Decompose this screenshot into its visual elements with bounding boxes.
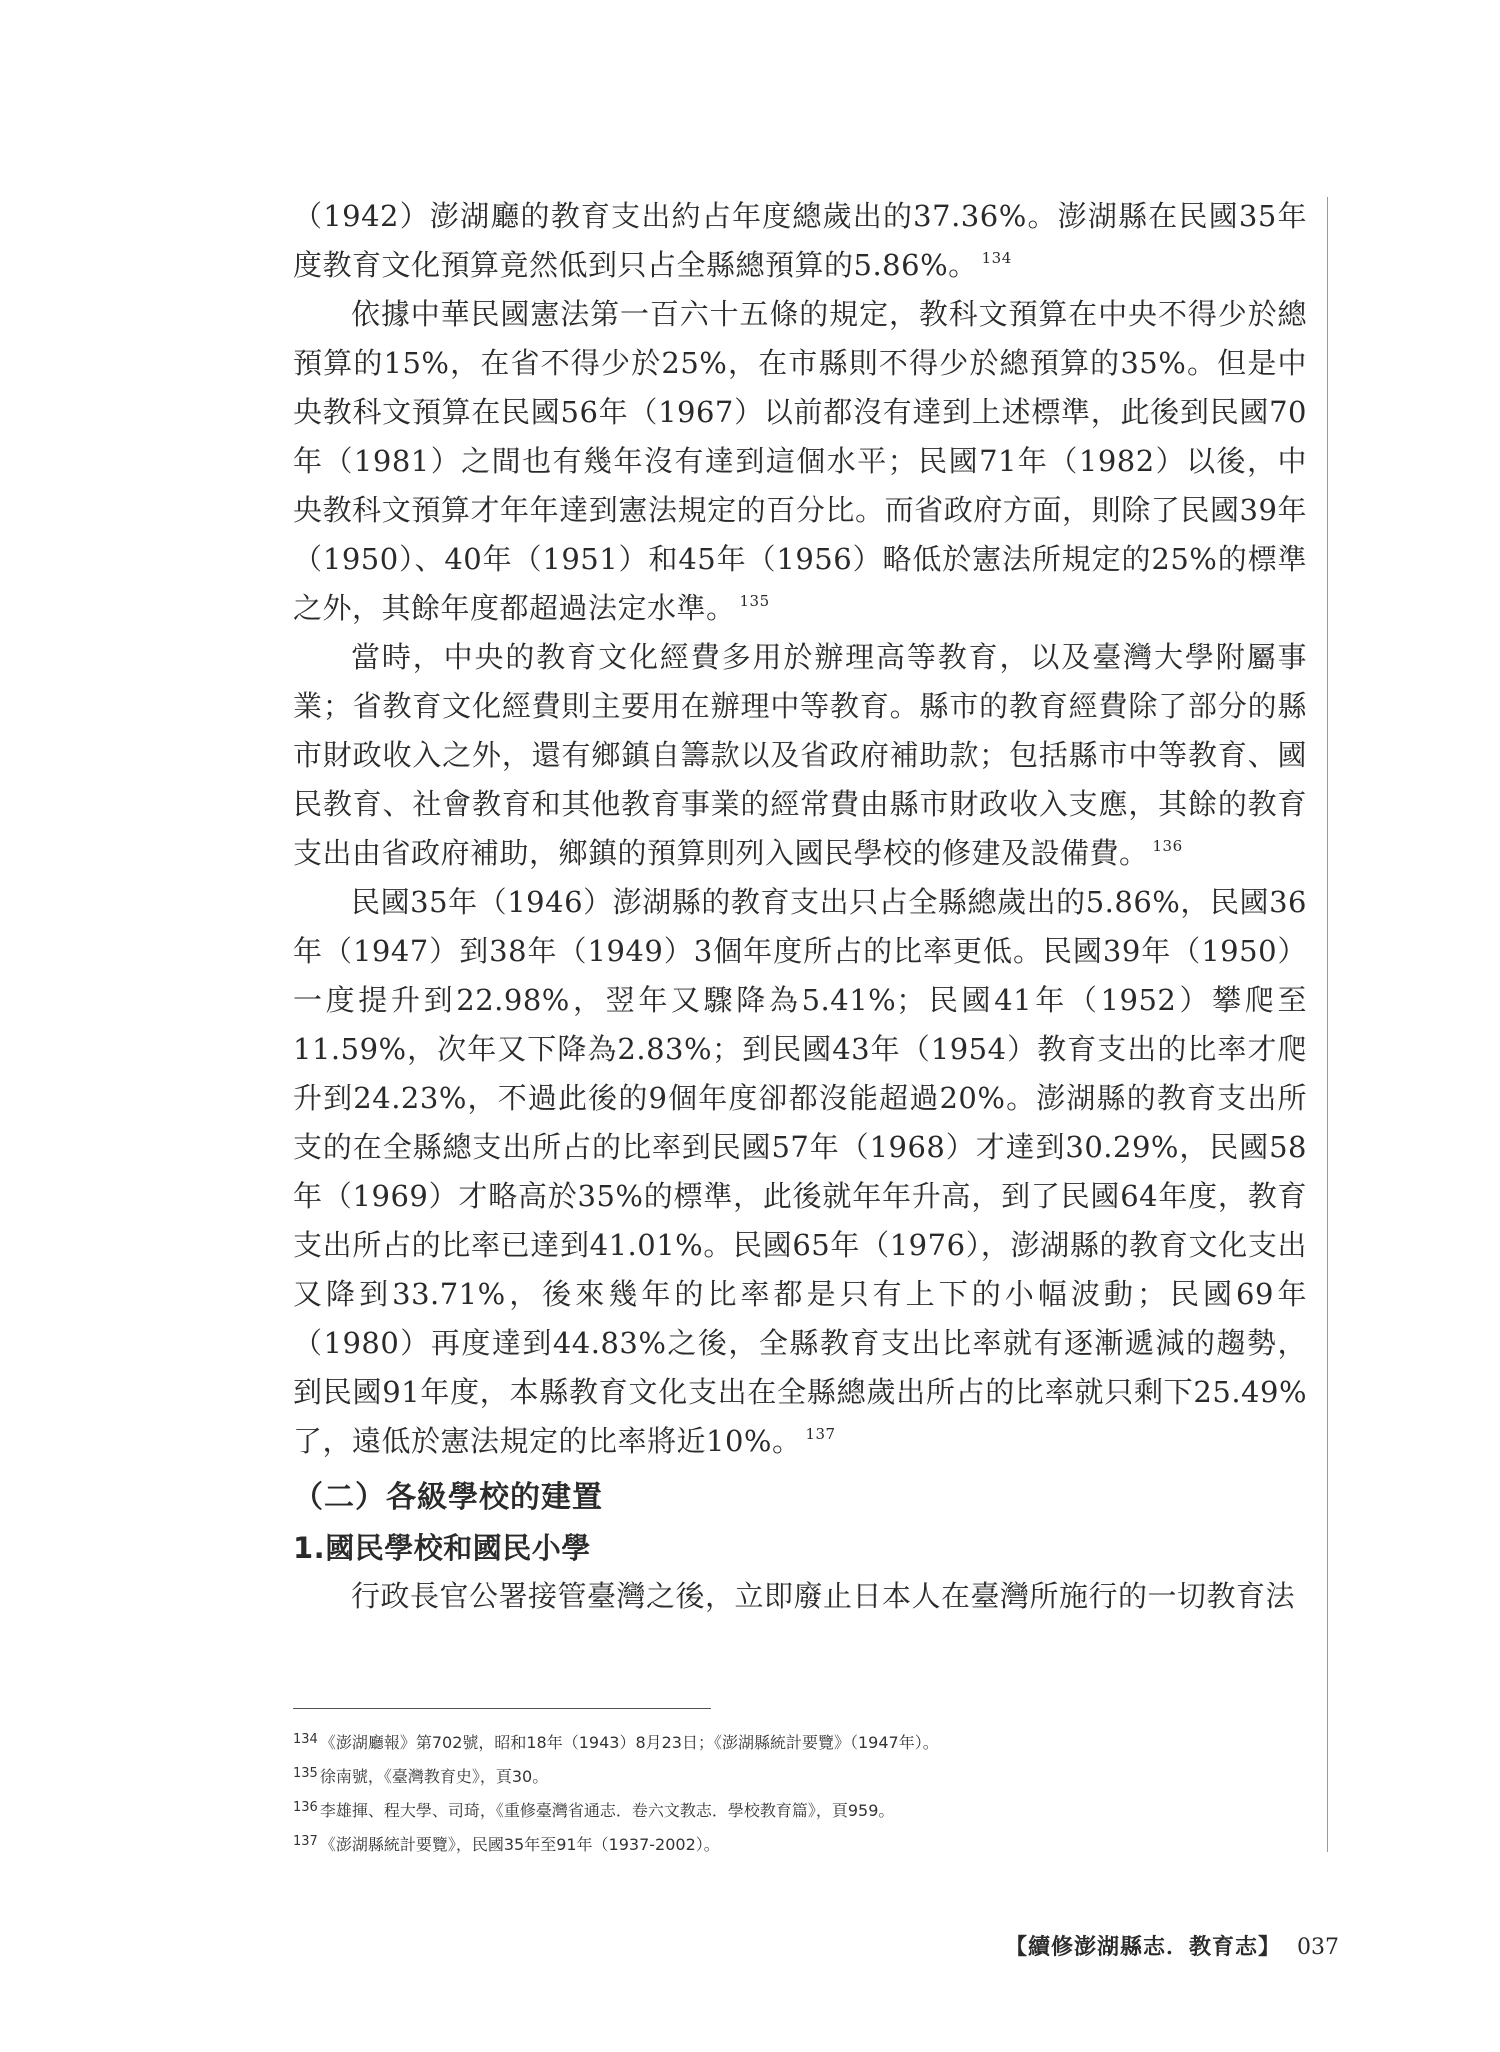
- footnote-text: 《澎湖廳報》第702號，昭和18年（1943）8月23日；《澎湖縣統計要覽》（1947年）。: [319, 1733, 939, 1752]
- paragraph: [293, 192, 1307, 290]
- paragraph: [293, 633, 1307, 878]
- footnote-number: 135: [293, 1766, 318, 1781]
- page-number: 037: [1297, 1935, 1340, 1960]
- running-footer: [1005, 1930, 1340, 1961]
- footnote: [293, 1758, 1307, 1792]
- footnote-number: 137: [293, 1834, 318, 1849]
- paragraph-text: 依據中華民國憲法第一百六十五條的規定，教科文預算在中央不得少於總預算的15%，在省不得少於25%，在市縣則不得少於總預算的35%。但是中央教科文預算在民國56年（1967）以前都沒有達到上述標準，此後到民國70年（1981）之間也有幾年沒有達到這個水平；民國71年（1982）以後，中央教科文預算才年年達到憲法規定的百分比。而省政府方面，則除了民國39年（1950）、40年（1951）和45年（1956）略低於憲法所規定的25%的標準之外，其餘年度都超過法定水準。: [293, 297, 1307, 625]
- footnote-text: 徐南號，《臺灣教育史》，頁30。: [319, 1767, 549, 1786]
- footnote-text: 李雄揮、程大學、司琦，《重修臺灣省通志．卷六文教志．學校教育篇》，頁959。: [319, 1801, 895, 1820]
- footnote: [293, 1724, 1307, 1758]
- footnote-text: 《澎湖縣統計要覽》，民國35年至91年（1937-2002）。: [319, 1835, 720, 1854]
- main-text: [293, 192, 1307, 1621]
- paragraph-text: 當時，中央的教育文化經費多用於辦理高等教育，以及臺灣大學附屬事業；省教育文化經費則主要用在辦理中等教育。縣市的教育經費除了部分的縣市財政收入之外，還有鄉鎮自籌款以及省政府補助款；包括縣市中等教育、國民教育、社會教育和其他教育事業的經常費由縣市財政收入支應，其餘的教育支出由省政府補助，鄉鎮的預算則列入國民學校的修建及設備費。: [293, 640, 1307, 870]
- paragraph-text: 行政長官公署接管臺灣之後，立即廢止日本人在臺灣所施行的一切教育法: [351, 1579, 1296, 1613]
- footnote-separator: [293, 1708, 711, 1709]
- book-title: 【續修澎湖縣志．教育志】: [1005, 1934, 1282, 1960]
- footnote-number: 136: [293, 1800, 318, 1815]
- margin-rule: [1327, 197, 1328, 1852]
- footnotes: [293, 1724, 1307, 1860]
- footnote-ref: 135: [739, 592, 770, 610]
- footnote: [293, 1792, 1307, 1826]
- paragraph: [293, 290, 1307, 633]
- paragraph: [293, 878, 1307, 1466]
- paragraph-text: 民國35年（1946）澎湖縣的教育支出只占全縣總歲出的5.86%，民國36年（1947）到38年（1949）3個年度所占的比率更低。民國39年（1950）一度提升到22.98%，翌年又驟降為5.41%；民國41年（1952）攀爬至11.59%，次年又下降為2.83%；到民國43年（1954）教育支出的比率才爬升到24.23%，不過此後的9個年度卻都沒能超過20%。澎湖縣的教育支出所支的在全縣總支出所占的比率到民國57年（1968）才達到30.29%，民國58年（1969）才略高於35%的標準，此後就年年升高，到了民國64年度，教育支出所占的比率已達到41.01%。民國65年（1976），澎湖縣的教育文化支出又降到33.71%，後來幾年的比率都是只有上下的小幅波動；民國69年（1980）再度達到44.83%之後，全縣教育支出比率就有逐漸遞減的趨勢，到民國91年度，本縣教育文化支出在全縣總歲出所占的比率就只剩下25.49%了，遠低於憲法規定的比率將近10%。: [293, 885, 1307, 1458]
- paragraph-text: （1942）澎湖廳的教育支出約占年度總歲出的37.36%。澎湖縣在民國35年度教育文化預算竟然低到只占全縣總預算的5.86%。: [293, 199, 1307, 282]
- footnote-ref: 136: [1152, 837, 1183, 855]
- footnote-number: 134: [293, 1732, 318, 1747]
- paragraph: [293, 1572, 1307, 1621]
- footnote-ref: 137: [805, 1425, 836, 1443]
- footnote-ref: 134: [981, 249, 1012, 267]
- section-heading: （二）各級學校的建置: [293, 1480, 603, 1515]
- footnote: [293, 1826, 1307, 1860]
- subsection-heading: 1.國民學校和國民小學: [293, 1531, 591, 1565]
